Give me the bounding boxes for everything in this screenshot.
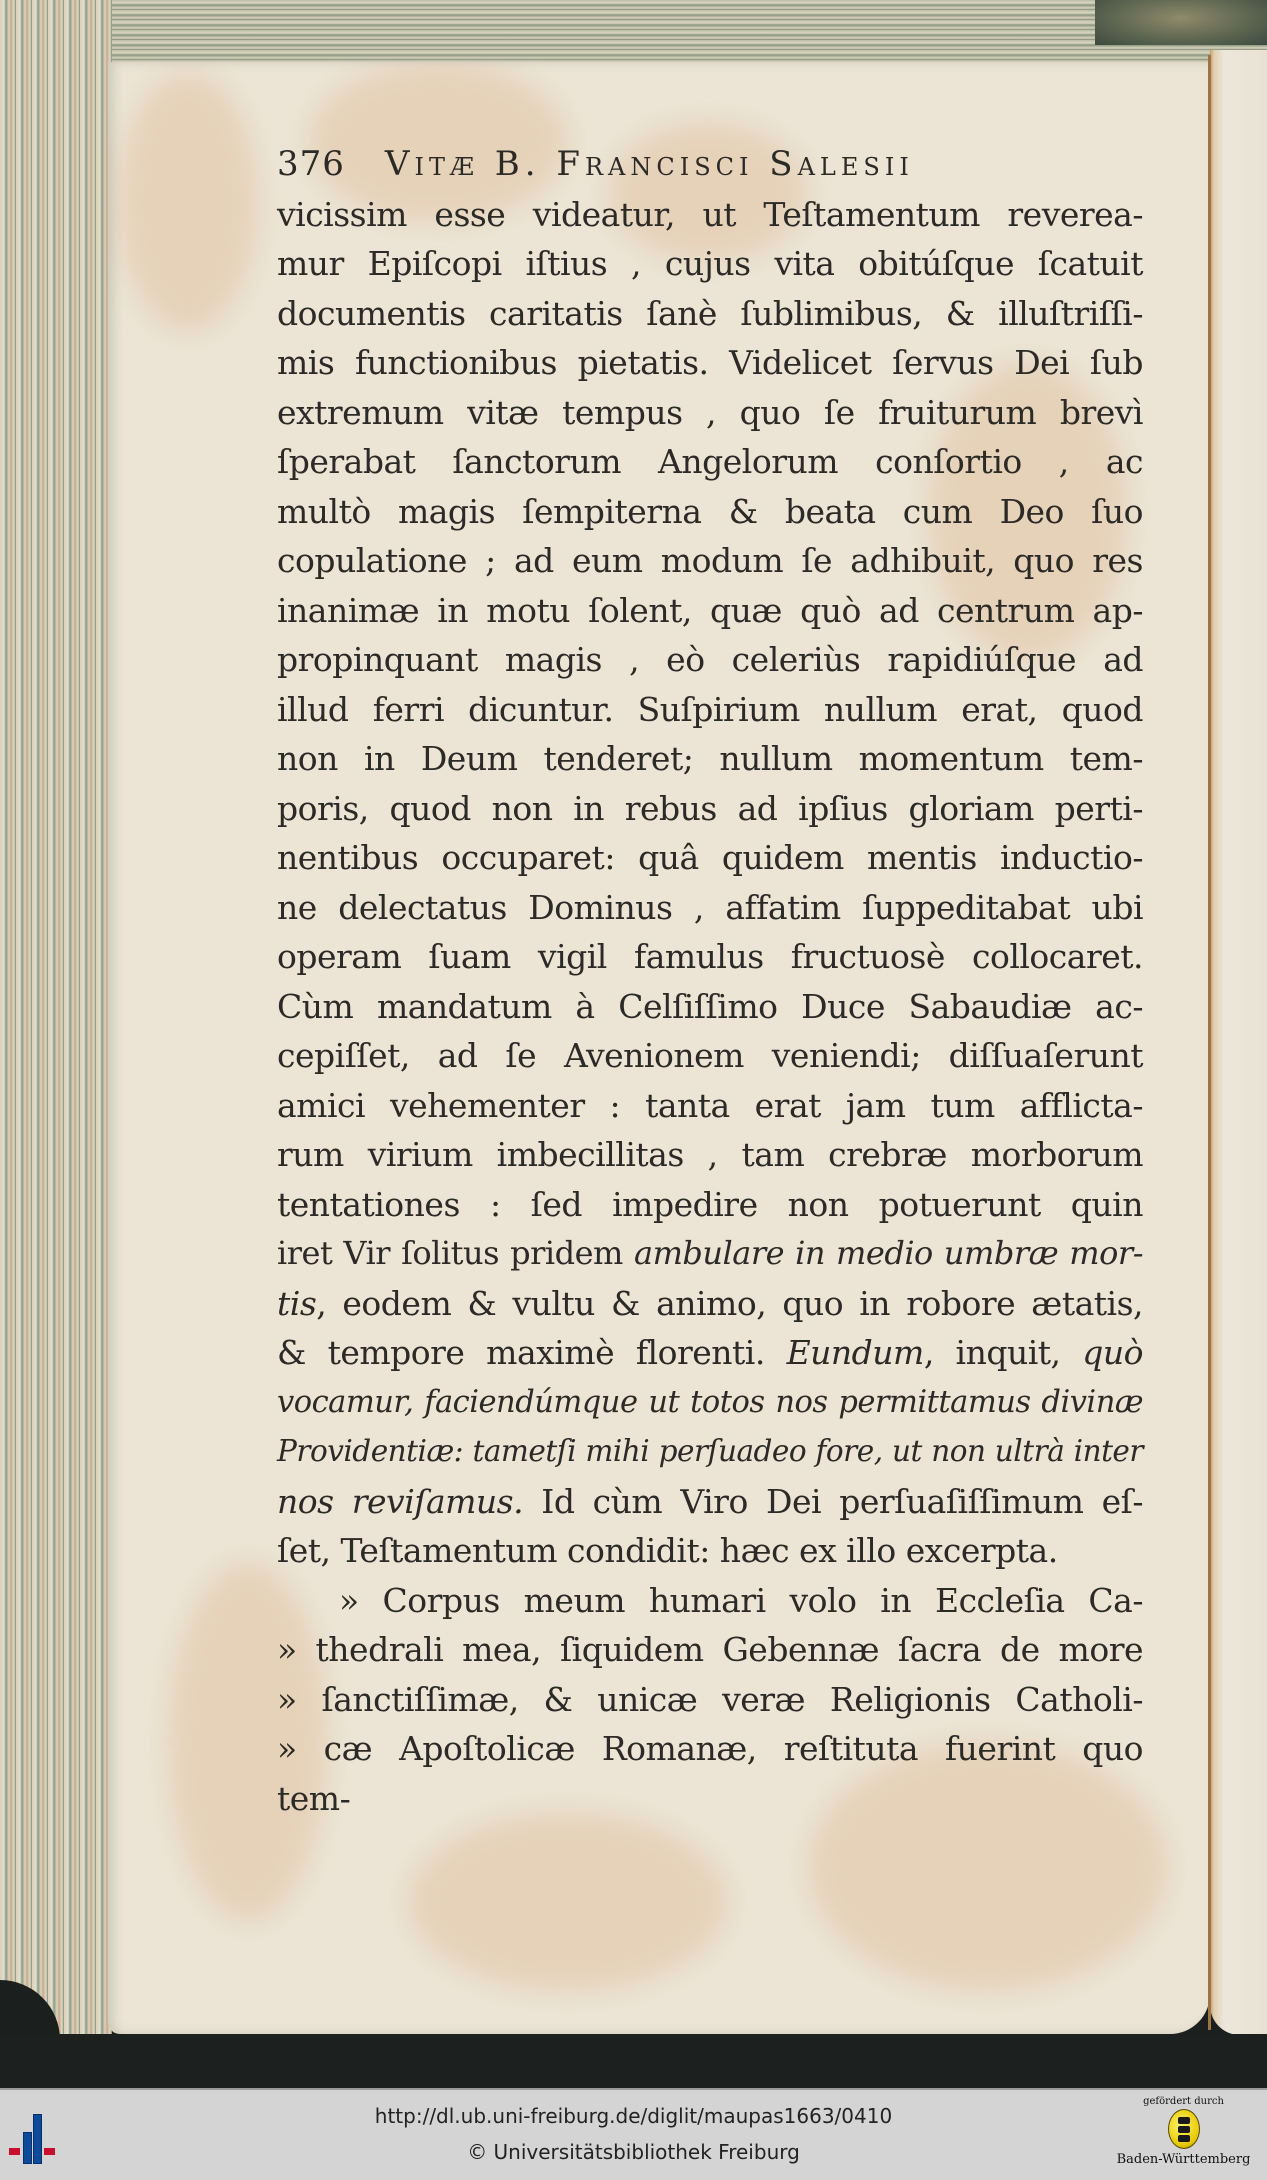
text-segment: non in Deum tenderet; nullum momentum tem-: [277, 739, 1143, 778]
text-line: [277, 982, 1143, 1032]
text-line: [277, 932, 1143, 982]
page-edges-top: [0, 0, 1267, 70]
text-segment: » Corpus meum humari volo in Eccleſia Ca-: [339, 1580, 1143, 1620]
text-segment: multò magis ſempiterna & beata cum Deo ſuo: [277, 491, 1143, 531]
catchword: tem-: [277, 1778, 351, 1818]
sponsor-badge: [1100, 2094, 1267, 2180]
page-header: [277, 140, 1143, 190]
facing-page-edge: [1210, 50, 1267, 2035]
gutter-fold: [1208, 55, 1211, 2030]
sponsor-label: gefördert durch: [1143, 2096, 1224, 2107]
text-segment: » thedrali mea, ſiquidem Gebennæ ſacra de more: [277, 1630, 1143, 1669]
text-segment: » cæ Apoſtolicæ Romanæ, reſtituta fuerint quo: [277, 1729, 1143, 1768]
text-line: [277, 338, 1143, 388]
text-line: [277, 635, 1143, 685]
foxing-stain: [408, 1812, 728, 1992]
permalink-url[interactable]: http://dl.ub.uni-freiburg.de/diglit/maupas1663/0410: [374, 2104, 893, 2128]
text-segment: poris, quod non in rebus ad ipſius gloriam perti-: [277, 788, 1143, 828]
scan-background: [0, 2034, 1267, 2088]
body-text: [277, 190, 1143, 1774]
text-line: [277, 536, 1143, 586]
text-line: [277, 1427, 1143, 1477]
text-segment: copulatione ; ad eum modum ſe adhibuit, quo res: [277, 541, 1143, 580]
sponsor-name: Baden-Württemberg: [1116, 2152, 1251, 2167]
text-line: [277, 1081, 1143, 1131]
page-number: 376: [277, 144, 345, 184]
text-segment: operam ſuam vigil famulus fructuosè collocaret.: [277, 937, 1143, 976]
binding-cloth: [1095, 0, 1267, 45]
text-segment: cepiſſet, ad ſe Avenionem veniendi; diſſuaſerunt: [277, 1036, 1143, 1075]
text-line: [277, 734, 1143, 784]
text-segment: rum virium imbecillitas , tam crebræ morborum: [277, 1135, 1143, 1174]
text-line: [277, 1724, 1143, 1774]
italic-segment: vocamur, faciendúmque ut totos nos permittamus divinæ: [277, 1384, 1143, 1420]
text-segment: , inquit,: [923, 1333, 1083, 1372]
text-segment: , eodem & vultu & animo, quo in robore ætatis,: [316, 1283, 1143, 1323]
text-line: [277, 190, 1143, 240]
text-segment: extremum vitæ tempus , quo ſe fruiturum brevì: [277, 392, 1143, 432]
text-line: [277, 289, 1143, 339]
text-segment: amici vehementer : tanta erat jam tum afflicta-: [277, 1085, 1143, 1125]
text-segment: & tempore maximè florenti.: [277, 1333, 787, 1372]
text-segment: documentis caritatis ſanè ſublimibus, & illuſtriſſi-: [277, 293, 1143, 333]
text-segment: » ſanctiſſimæ, & unicæ veræ Religionis Catholi-: [277, 1679, 1143, 1719]
text-line: [277, 487, 1143, 537]
text-segment: ſet, Teſtamentum condidit: hæc ex illo excerpta.: [277, 1531, 1058, 1570]
text-segment: propinquant magis , eò celeriùs rapidiúſque ad: [277, 640, 1143, 679]
text-segment: Cùm mandatum à Celſiſſimo Duce Sabaudiæ ac-: [277, 986, 1143, 1026]
italic-segment: ambulare in medio umbræ mor-: [633, 1234, 1144, 1272]
text-line: [277, 1576, 1143, 1626]
text-line: [277, 1031, 1143, 1081]
foxing-stain: [118, 72, 258, 332]
text-line: [277, 1526, 1143, 1576]
text-segment: mur Epiſcopi iſtius , cujus vita obitúſque ſcatuit: [277, 244, 1143, 283]
italic-segment: quò: [1082, 1333, 1143, 1372]
text-segment: illud ferri dicuntur. Suſpirium nullum erat, quod: [277, 689, 1143, 729]
text-segment: inanimæ in motu ſolent, quæ quò ad centrum ap-: [277, 590, 1143, 630]
text-line: [277, 239, 1143, 289]
text-line: [277, 1675, 1143, 1725]
text-line: [277, 1328, 1143, 1378]
text-line: [277, 388, 1143, 438]
text-segment: nentibus occuparet: quâ quidem mentis inductio-: [277, 838, 1143, 877]
text-segment: tentationes : ſed impedire non potuerunt quin: [277, 1184, 1143, 1224]
text-line: [277, 1477, 1143, 1527]
page-text: [277, 140, 1143, 1823]
text-line: [277, 784, 1143, 834]
footer-bar: [0, 2088, 1267, 2180]
italic-segment: Providentiæ: tametſi mihi perſuadeo fore, ut non ultrà inter: [277, 1434, 1143, 1468]
text-line: [277, 833, 1143, 883]
italic-segment: tis: [277, 1283, 317, 1323]
page-edges-left: [0, 0, 112, 2040]
text-segment: iret Vir ſolitus pridem: [277, 1234, 634, 1272]
text-segment: mis functionibus pietatis. Videlicet ſervus Dei ſub: [277, 343, 1143, 382]
text-line: [277, 685, 1143, 735]
text-segment: vicissim esse videatur, ut Teſtamentum reverea-: [277, 194, 1143, 234]
text-line: [277, 1130, 1143, 1180]
text-line: [277, 437, 1143, 487]
text-line: [277, 1625, 1143, 1675]
text-line: [277, 1180, 1143, 1230]
copyright-notice: © Universitätsbibliothek Freiburg: [467, 2140, 800, 2164]
italic-segment: Eundum: [786, 1333, 924, 1372]
running-head: Vitæ B. Francisci Salesii: [384, 144, 914, 184]
text-line: [277, 1279, 1143, 1329]
text-line: [277, 883, 1143, 933]
text-segment: ne delectatus Dominus , affatim ſuppeditabat ubi: [277, 887, 1143, 927]
text-line: [277, 1229, 1143, 1279]
text-segment: Id cùm Viro Dei perſuaſiſſimum eſ-: [523, 1481, 1143, 1521]
baden-wuerttemberg-crest-icon: [1168, 2109, 1200, 2149]
text-segment: ſperabat ſanctorum Angelorum conſortio , ac: [277, 442, 1143, 481]
text-line: [277, 586, 1143, 636]
italic-segment: nos reviſamus.: [277, 1481, 524, 1521]
text-line: [277, 1378, 1143, 1428]
